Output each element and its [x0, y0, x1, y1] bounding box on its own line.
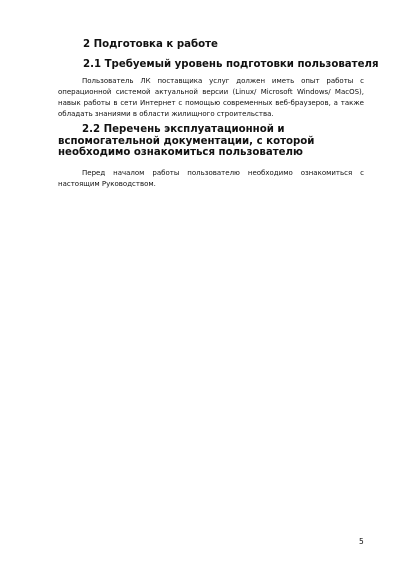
- page-number: 5: [359, 537, 364, 546]
- paragraph-documentation: Перед началом работы пользователю необходимо ознакомиться с настоящим Руководством.: [58, 169, 364, 188]
- subsection-title-training-level: 2.1 Требуемый уровень подготовки пользователя: [83, 59, 379, 70]
- section-title: 2 Подготовка к работе: [83, 39, 218, 50]
- paragraph-training-level: Пользователь ЛК поставщика услуг должен иметь опыт работы с операционной системой актуальной версии (Linux/ Microsoft Windows/ MacOS), навык работы в сети Интернет с помощью современных веб-браузеров, а также обладать знаниями в области жилищного строительства.: [58, 77, 364, 118]
- subsection-title-documentation: 2.2 Перечень эксплуатационной и вспомогательной документации, с которой необходимо ознакомиться пользователю: [58, 124, 315, 158]
